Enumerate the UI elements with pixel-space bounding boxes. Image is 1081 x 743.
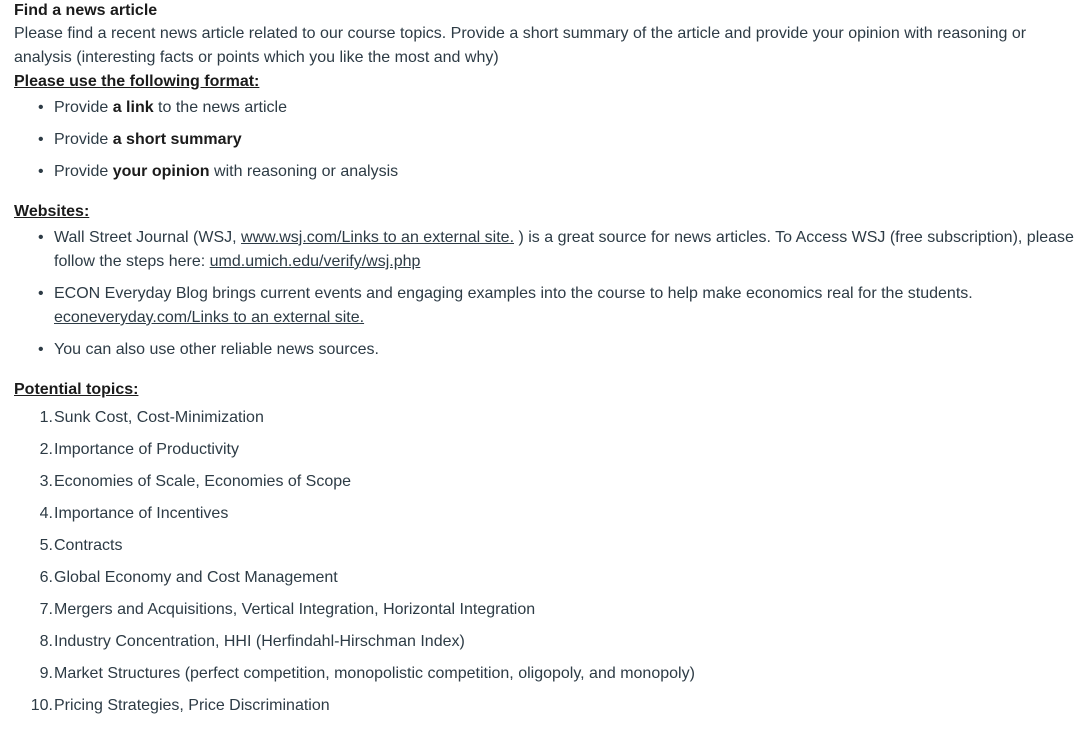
format-heading: Please use the following format: [14, 73, 260, 90]
format-item-summary: • Provide a short summary [54, 128, 1076, 152]
topics-heading: Potential topics: [14, 381, 139, 398]
topic-item: 9. Market Structures (perfect competition, monopolistic competition, oligopoly, and monopoly) [39, 665, 695, 682]
topic-item: 6. Global Economy and Cost Management [39, 569, 338, 586]
assignment-content [14, 0, 1076, 726]
wsj-link[interactable]: www.wsj.com/Links to an external site. [241, 229, 515, 246]
topic-item: 3. Economies of Scale, Economies of Scope [39, 473, 352, 490]
format-item-opinion: • Provide your opinion with reasoning or analysis [54, 160, 1076, 184]
format-item-link: • Provide a link to the news article [54, 96, 1076, 120]
website-item-other: • You can also use other reliable news sources. [54, 338, 1076, 362]
website-item-econ: • ECON Everyday Blog brings current events and engaging examples into the course to help make economics real for the students. econeveryday.com/Links to an external site. [54, 282, 1076, 330]
format-list [14, 96, 1076, 184]
assignment-title: Find a news article [14, 2, 158, 19]
topic-item: 7. Mergers and Acquisitions, Vertical Integration, Horizontal Integration [39, 601, 536, 618]
assignment-intro: Please find a recent news article related to our course topics. Provide a short summary of the article and provide your opinion with reasoning or analysis (interesting facts or points which you like the most and why) [14, 25, 1027, 66]
website-item-wsj: • Wall Street Journal (WSJ, www.wsj.com/Links to an external site. ) is a great source for news articles. To Access WSJ (free subscription), please follow the steps here: umd.umich.edu/verify/wsj.php [54, 226, 1076, 274]
topic-item: 4. Importance of Incentives [39, 505, 229, 522]
websites-list [14, 226, 1076, 362]
umd-verify-link[interactable]: umd.umich.edu/verify/wsj.php [209, 253, 421, 270]
topics-list [14, 406, 1076, 718]
topic-item: 8. Industry Concentration, HHI (Herfindahl-Hirschman Index) [39, 633, 465, 650]
econ-everyday-link[interactable]: econeveryday.com/Links to an external site. [54, 309, 365, 326]
topic-item: 5. Contracts [39, 537, 123, 554]
topic-item: 10. Pricing Strategies, Price Discrimination [30, 697, 330, 714]
websites-heading: Websites: [14, 203, 90, 220]
topic-item: 1. Sunk Cost, Cost-Minimization [39, 409, 264, 426]
topic-item: 2. Importance of Productivity [39, 441, 239, 458]
